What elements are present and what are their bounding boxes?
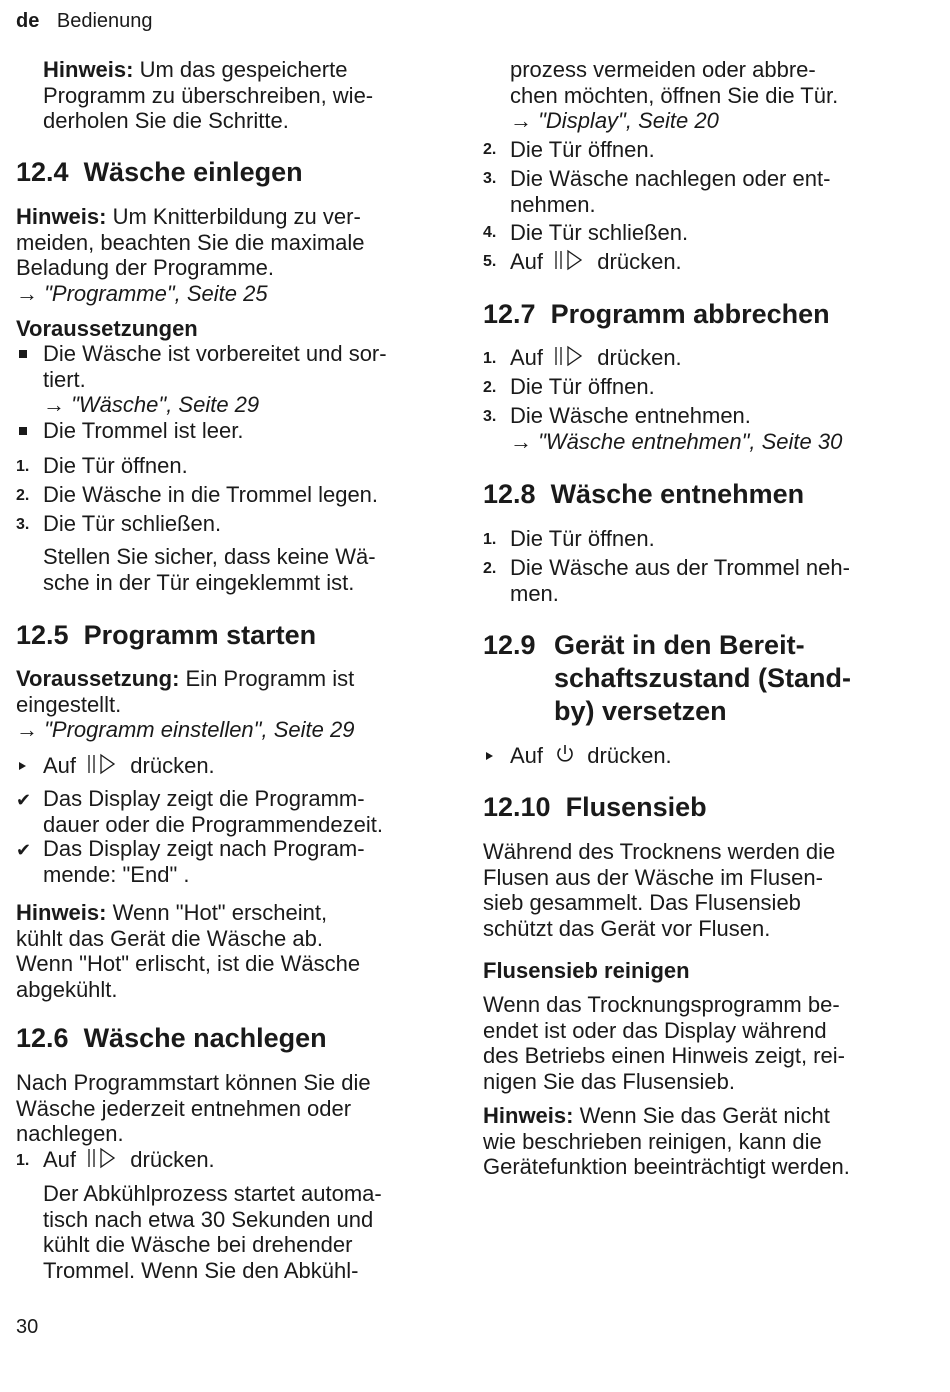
ref-programm-einstellen[interactable]: → "Programm einstellen", Seite 29 [16,717,355,742]
start-pause-icon [86,753,120,775]
heading-12-4: 12.4 Wäsche einlegen [16,157,303,187]
step-number: 2. [483,379,497,396]
step-number: 2. [483,141,497,158]
continued-text: prozess vermeiden oder abbre- chen möchten, öffnen Sie die Tür. → "Display", Seite 20 [510,57,839,133]
hinweis-12-5: Hinweis: Wenn "Hot" erscheint, kühlt das Gerät die Wäsche ab. Wenn "Hot" erlischt, ist die Wäsche abgekühlt. [16,900,361,1002]
check-icon: ✔ [16,790,32,810]
step-item: Die Wäsche nachlegen oder ent- nehmen. [510,166,831,217]
header-language: de [16,10,40,32]
triangle-bullet-icon [486,752,493,760]
step-number: 1. [16,458,30,475]
step-number: 5. [483,253,497,270]
page-number: 30 [16,1316,39,1338]
start-pause-icon [553,249,587,271]
square-bullet-icon [19,427,27,435]
step-item: Die Tür schließen. [43,511,222,536]
step-item: Auf drücken. [510,249,682,274]
hinweis-12-4: Hinweis: Um Knitterbildung zu ver- meiden, beachten Sie die maximale Beladung der Programme. → "Programme", Seite 25 [16,204,365,306]
header-section: Bedienung [56,10,153,32]
step-item: Die Wäsche aus der Trommel neh- men. [510,555,850,606]
action-item: Auf drücken. [43,753,215,778]
heading-12-5: 12.5 Programm starten [16,620,317,650]
heading-12-10: 12.10 Flusensieb [483,792,707,822]
step-note: Der Abkühlprozess startet automa- tisch nach etwa 30 Sekunden und kühlt die Wäsche bei drehender Trommel. Wenn Sie den Abkühl- [43,1181,382,1283]
step-item: Die Tür öffnen. [43,453,188,478]
step-number: 3. [483,408,497,425]
step-item: Die Tür öffnen. [510,526,655,551]
page-header [16,10,153,33]
flusensieb-text: Wenn das Trocknungsprogramm be- endet ist oder das Display während des Betriebs einen Hinweis zeigt, rei- nigen Sie das Flusensieb. [483,992,845,1094]
step-number: 3. [16,516,30,533]
step-number: 2. [483,560,497,577]
heading-12-7: 12.7 Programm abbrechen [483,299,830,329]
step-item: Auf drücken. [510,345,682,370]
hinweis-12-10: Hinweis: Wenn Sie das Gerät nicht wie beschrieben reinigen, kann die Gerätefunktion beeinträchtigt werden. [483,1103,850,1179]
step-number: 4. [483,224,497,241]
hinweis-top: Hinweis: Um das gespeicherte Programm zu überschreiben, wie- derholen Sie die Schritte. [43,57,374,133]
ref-display[interactable]: → "Display", Seite 20 [510,108,719,133]
step-number: 1. [483,531,497,548]
intro-12-6: Nach Programmstart können Sie die Wäsche jederzeit entnehmen oder nachlegen. [16,1070,371,1146]
intro-12-10: Während des Trocknens werden die Flusen aus der Wäsche im Flusen- sieb gesammelt. Das Flusensieb schützt das Gerät vor Flusen. [483,839,836,941]
step-item: Die Tür öffnen. [510,137,655,162]
triangle-bullet-icon [19,762,26,770]
heading-12-6: 12.6 Wäsche nachlegen [16,1023,327,1053]
bullet-item: Die Trommel ist leer. [43,418,244,443]
result-item: Das Display zeigt die Programm- dauer oder die Programmendezeit. [43,786,383,837]
step-item: Die Tür öffnen. [510,374,655,399]
step-number: 1. [16,1152,30,1169]
start-pause-icon [86,1147,120,1169]
power-icon [553,743,577,765]
prereq-12-5: Voraussetzung: Ein Programm ist eingestellt. → "Programm einstellen", Seite 29 [16,666,355,742]
step-number: 1. [483,350,497,367]
heading-12-9-title: Gerät in den Bereit- schaftszustand (Stand- by) versetzen [554,630,852,726]
subheading-flusensieb-reinigen: Flusensieb reinigen [483,958,690,983]
start-pause-icon [553,345,587,367]
check-icon: ✔ [16,840,32,860]
result-item: Das Display zeigt nach Program- mende: "End" . [43,836,365,887]
ref-waesche[interactable]: → "Wäsche", Seite 29 [43,392,260,417]
heading-12-8: 12.8 Wäsche entnehmen [483,479,805,509]
ref-waesche-entnehmen[interactable]: → "Wäsche entnehmen", Seite 30 [510,428,843,454]
step-number: 3. [483,170,497,187]
ref-programme[interactable]: → "Programme", Seite 25 [16,280,268,306]
subheading-voraussetzungen: Voraussetzungen [16,316,198,341]
heading-12-9-number: 12.9 [483,630,536,660]
step-item: Auf drücken. [43,1147,215,1172]
step-note: Stellen Sie sicher, dass keine Wä- sche in der Tür eingeklemmt ist. [43,544,376,595]
action-item: Auf drücken. [510,743,672,768]
square-bullet-icon [19,350,27,358]
step-item: Die Wäsche in die Trommel legen. [43,482,379,507]
step-number: 2. [16,487,30,504]
step-item: Die Tür schließen. [510,220,689,245]
step-item: Die Wäsche entnehmen. → "Wäsche entnehmen", Seite 30 [510,403,843,454]
bullet-item: Die Wäsche ist vorbereitet und sor- tiert. → "Wäsche", Seite 29 [43,341,387,417]
